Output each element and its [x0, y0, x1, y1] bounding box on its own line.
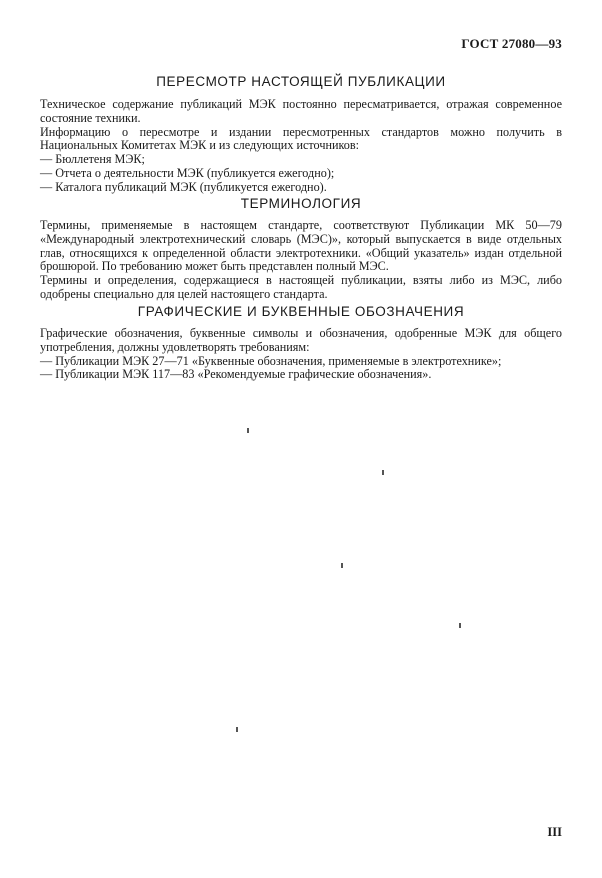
- section-body-revision: [40, 98, 562, 195]
- list-item-bulletin: — Бюллетеня МЭК;: [40, 152, 145, 167]
- scan-speck: [236, 727, 238, 732]
- list-item-publication-27: — Публикации МЭК 27—71 «Буквенные обозначения, применяемые в электротехнике»;: [40, 353, 502, 368]
- section-title-terminology: ТЕРМИНОЛОГИЯ: [240, 196, 362, 211]
- page-number: III: [547, 825, 562, 839]
- paragraph-terminology-1: Термины, применяемые в настоящем стандарте, соответствуют Публикации МК 50—79 «Международный электротехнический словарь (МЭС)», который выпускается в виде отдельных глав, относящихся к определенной области электротехники. «Общий указатель» издан отдельной брошюрой. По требованию может быть представлен полный МЭС.: [40, 218, 562, 274]
- section-body-symbols: [40, 327, 562, 382]
- paragraph-revision-1: Техническое содержание публикаций МЭК постоянно пересматривается, отражая современное состояние техники.: [40, 97, 562, 125]
- scan-speck: [247, 428, 249, 433]
- scan-speck: [382, 470, 384, 475]
- section-title-revision: ПЕРЕСМОТР НАСТОЯЩЕЙ ПУБЛИКАЦИИ: [156, 74, 446, 89]
- section-body-terminology: [40, 219, 562, 302]
- paragraph-revision-2: Информацию о пересмотре и издании пересмотренных стандартов можно получить в Национальных Комитетах МЭК и из следующих источников:: [40, 124, 562, 153]
- list-item-report: — Отчета о деятельности МЭК (публикуется ежегодно);: [40, 165, 335, 180]
- scan-speck: [341, 563, 343, 568]
- section-title-symbols: ГРАФИЧЕСКИЕ И БУКВЕННЫЕ ОБОЗНАЧЕНИЯ: [137, 304, 465, 319]
- list-item-publication-117: — Публикации МЭК 117—83 «Рекомендуемые графические обозначения».: [40, 367, 432, 382]
- paragraph-symbols-1: Графические обозначения, буквенные символы и обозначения, одобренные МЭК для общего употребления, должны удовлетворять требованиям:: [40, 326, 562, 354]
- scan-speck: [459, 623, 461, 628]
- list-item-catalogue: — Каталога публикаций МЭК (публикуется ежегодно).: [40, 179, 327, 194]
- standard-code: ГОСТ 27080—93: [461, 36, 562, 51]
- paragraph-terminology-2: Термины и определения, содержащиеся в настоящей публикации, взяты либо из МЭС, либо одобрены специально для целей настоящего стандарта.: [40, 273, 562, 301]
